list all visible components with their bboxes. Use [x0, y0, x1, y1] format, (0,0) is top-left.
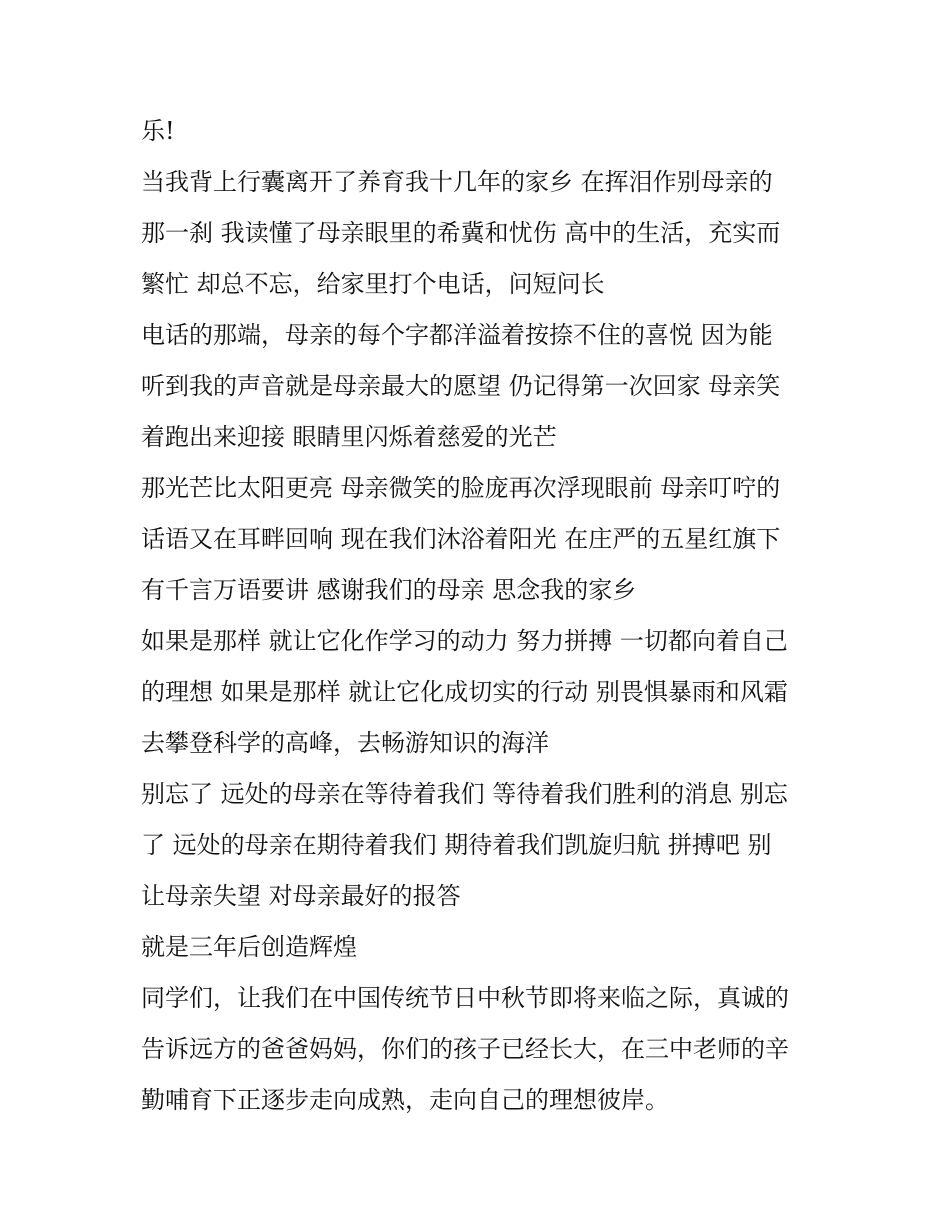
text-line: 去攀登科学的高峰，去畅游知识的海洋: [141, 728, 549, 757]
text-line: 那一刹 我读懂了母亲眼里的希冀和忧伤 高中的生活，充实而: [141, 218, 781, 247]
text-line: 有千言万语要讲 感谢我们的母亲 思念我的家乡: [141, 575, 637, 604]
body-text: [141, 112, 821, 1132]
text-line: 话语又在耳畔回响 现在我们沐浴着阳光 在庄严的五星红旗下: [141, 524, 781, 553]
text-line: 繁忙 却总不忘，给家里打个电话，问短问长: [141, 269, 605, 298]
text-line: 的理想 如果是那样 就让它化成切实的行动 别畏惧暴雨和风霜: [141, 677, 788, 706]
text-line: 同学们，让我们在中国传统节日中秋节即将来临之际，真诚的: [141, 983, 789, 1012]
text-line: 勤哺育下正逐步走向成熟，走向自己的理想彼岸。: [141, 1085, 669, 1114]
text-line: 当我背上行囊离开了养育我十几年的家乡 在挥泪作别母亲的: [141, 167, 773, 196]
text-line: 听到我的声音就是母亲最大的愿望 仍记得第一次回家 母亲笑: [141, 371, 781, 400]
text-line: 如果是那样 就让它化作学习的动力 努力拼搏 一切都向着自己: [141, 626, 788, 655]
text-line: 了 远处的母亲在期待着我们 期待着我们凯旋归航 拼搏吧 别: [141, 830, 772, 859]
text-line: 别忘了 远处的母亲在等待着我们 等待着我们胜利的消息 别忘: [141, 779, 788, 808]
text-line: 着跑出来迎接 眼睛里闪烁着慈爱的光芒: [141, 422, 557, 451]
text-line: 电话的那端，母亲的每个字都洋溢着按捺不住的喜悦 因为能: [141, 320, 773, 349]
text-line: 告诉远方的爸爸妈妈，你们的孩子已经长大，在三中老师的辛: [141, 1034, 789, 1063]
text-line: 让母亲失望 对母亲最好的报答: [141, 881, 461, 910]
text-line: 就是三年后创造辉煌: [141, 932, 357, 961]
text-line: 乐!: [141, 117, 175, 145]
text-line: 那光芒比太阳更亮 母亲微笑的脸庞再次浮现眼前 母亲叮咛的: [141, 473, 781, 502]
